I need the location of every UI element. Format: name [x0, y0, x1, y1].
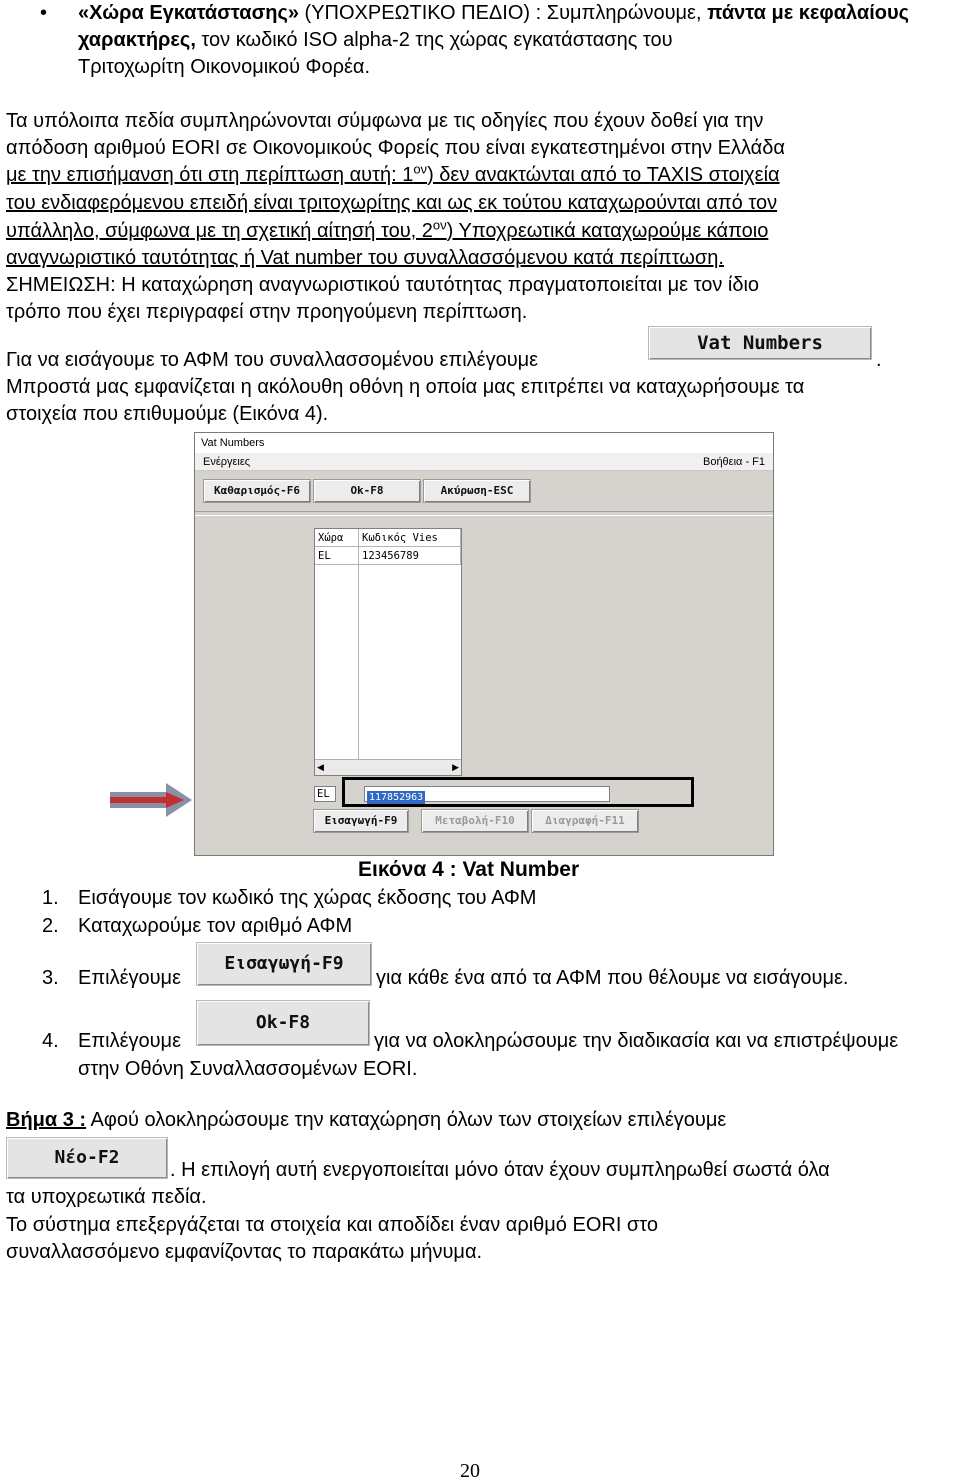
ok-button[interactable]: Ok-F8 — [313, 479, 421, 503]
scroll-right-icon[interactable]: ▶ — [452, 762, 459, 772]
row-country[interactable]: EL — [315, 547, 359, 565]
menu-help[interactable]: Βοήθεια - F1 — [702, 456, 765, 468]
step3-line: . Η επιλογή αυτή ενεργοποιείται μόνο όταν έχουν συμπληρωθεί σωστά όλα — [170, 1159, 830, 1181]
para2-dot: . — [876, 349, 882, 371]
para1-line: του ενδιαφερόμενου επειδή είναι τριτοχωρίτης και ως εκ τούτου καταχωρούνται από τον — [6, 192, 778, 214]
para2-line: Μπροστά μας εμφανίζεται η ακόλουθη οθόνη η οποία μας επιτρέπει να καταχωρήσουμε τα — [6, 376, 805, 398]
delete-button[interactable]: Διαγραφή-F11 — [531, 809, 639, 833]
cancel-button[interactable]: Ακύρωση-ESC — [423, 479, 531, 503]
step3-line: Βήμα 3 : Αφού ολοκληρώσουμε την καταχώρηση όλων των στοιχείων επιλέγουμε — [6, 1109, 727, 1131]
grid-col-line — [315, 565, 359, 759]
note-line: ΣΗΜΕΙΩΣΗ: Η καταχώρηση αναγνωριστικού ταυτότητας πραγματοποιείται με τον ίδιο — [6, 274, 760, 296]
divider — [195, 511, 773, 512]
step-text: Εισάγουμε τον κωδικό της χώρας έκδοσης του ΑΦΜ — [78, 887, 537, 909]
window-title: Vat Numbers — [195, 433, 773, 453]
step-text: Επιλέγουμε — [78, 967, 181, 989]
new-f2-button[interactable]: Νέο-F2 — [6, 1137, 168, 1179]
step-number: 3. — [42, 967, 59, 989]
bullet-marker: • — [40, 2, 48, 24]
clear-button[interactable]: Καθαρισμός-F6 — [203, 479, 311, 503]
scroll-left-icon[interactable]: ◀ — [317, 762, 324, 772]
step-text: για κάθε ένα από τα ΑΦΜ που θέλουμε να εισάγουμε. — [376, 967, 849, 989]
field-name: «Χώρα Εγκατάστασης» — [78, 2, 299, 24]
page-number: 20 — [460, 1460, 480, 1482]
step3-line: συναλλασσόμενο εμφανίζοντας το παρακάτω μήνυμα. — [6, 1241, 483, 1263]
note-line: τρόπο που έχει περιγραφεί στην προηγούμενη περίπτωση. — [6, 301, 528, 323]
step-number: 4. — [42, 1030, 59, 1052]
step-number: 2. — [42, 915, 59, 937]
step-text: Καταχωρούμε τον αριθμό ΑΦΜ — [78, 915, 353, 937]
vat-grid — [314, 528, 462, 776]
bullet-line-1: «Χώρα Εγκατάστασης» (ΥΠΟΧΡΕΩΤΙΚΟ ΠΕΔΙΟ) : Συμπληρώνουμε, πάντα με κεφαλαίους χαρακτήρες, τον κωδικό ISO alpha-2 της χώρας εγκατάστασης του — [78, 2, 910, 51]
para2-line: Για να εισάγουμε το ΑΦΜ του συναλλασσομένου επιλέγουμε — [6, 349, 539, 371]
vat-input-value: 117852963 — [369, 792, 424, 803]
step-text: στην Οθόνη Συναλλασσομένων EORI. — [78, 1058, 418, 1080]
grid-scrollbar[interactable] — [315, 759, 461, 775]
figure-caption: Εικόνα 4 : Vat Number — [358, 858, 580, 881]
header-country[interactable]: Χώρα — [315, 529, 359, 547]
vat-numbers-button[interactable]: Vat Numbers — [648, 326, 872, 360]
ok-f8-button[interactable]: Ok-F8 — [196, 1000, 370, 1046]
highlight-box — [342, 777, 694, 807]
modify-button[interactable]: Μεταβολή-F10 — [421, 809, 529, 833]
divider — [195, 515, 773, 516]
row-vies-code[interactable]: 123456789 — [359, 547, 461, 565]
step-text: για να ολοκληρώσουμε την διαδικασία και να επιστρέψουμε — [374, 1030, 899, 1052]
step3-label: Βήμα 3 : — [6, 1109, 87, 1131]
menu-bar — [195, 453, 773, 471]
step3-line: Το σύστημα επεξεργάζεται τα στοιχεία και αποδίδει έναν αριθμό EORI στο — [6, 1214, 659, 1236]
para1-line: υπάλληλο, σύμφωνα με τη σχετική αίτησή του, $2^{o\nu}$) Υποχρεωτικά καταχωρούμε κάποιο — [6, 217, 769, 242]
para1-line: Τα υπόλοιπα πεδία συμπληρώνονται σύμφωνα με τις οδηγίες που έχουν δοθεί για την — [6, 110, 764, 132]
insert-button[interactable]: Εισαγωγή-F9 — [313, 809, 409, 833]
step-number: 1. — [42, 887, 59, 909]
header-vies-code[interactable]: Κωδικός Vies — [359, 529, 461, 547]
menu-actions[interactable]: Ενέργειες — [203, 456, 251, 468]
arrow-icon — [110, 783, 192, 817]
bullet-line-3: Τριτοχωρίτη Οικονομικού Φορέα. — [78, 56, 371, 78]
insert-f9-button[interactable]: Εισαγωγή-F9 — [196, 942, 372, 986]
para2-line: στοιχεία που επιθυμούμε (Εικόνα 4). — [6, 403, 329, 425]
step-text: Επιλέγουμε — [78, 1030, 181, 1052]
para1-line: απόδοση αριθμού EORI σε Οικονομικούς Φορείς που είναι εγκατεστημένοι στην Ελλάδα — [6, 137, 785, 159]
step3-line: τα υποχρεωτικά πεδία. — [6, 1186, 207, 1208]
para1-line: με την επισήμανση ότι στη περίπτωση αυτή: $1^{o\nu}$) δεν ανακτώνται από το TAXIS στοιχεία — [6, 161, 780, 186]
country-input[interactable]: EL — [314, 786, 336, 802]
para1-line: αναγνωριστικό ταυτότητας ή Vat number του συναλλασσόμενου κατά περίπτωση. — [6, 247, 724, 269]
